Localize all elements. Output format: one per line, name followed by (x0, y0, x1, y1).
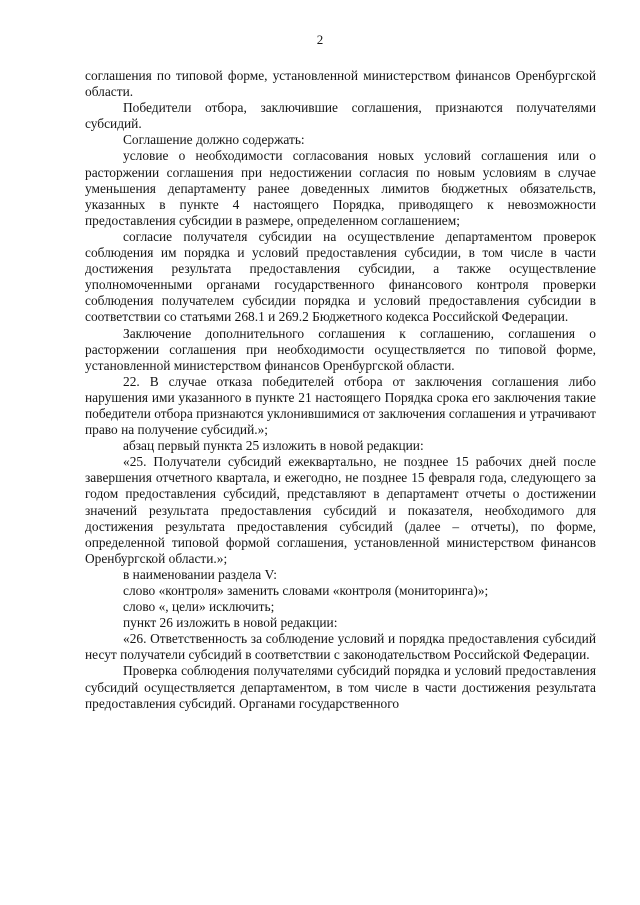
paragraph: Соглашение должно содержать: (123, 132, 305, 148)
paragraph: соглашения по типовой форме, установленной министерством финансов Оренбургской области. (85, 68, 596, 100)
paragraph: Заключение дополнительного соглашения к соглашению, соглашения о расторжении соглашения при необходимости осуществляется по типовой форме, установленной министерством финансов Оренбургской области. (85, 325, 596, 373)
paragraph: условие о необходимости согласования новых условий соглашения или о расторжении соглашения при недостижении согласия по новым условиям в случае уменьшения департаменту ранее доведенных лимитов бюджетных обязательств, указанных в пункте 4 настоящего Порядка, приводящего к невозможности предоставления субсидии в размере, определенном соглашением; (85, 148, 596, 228)
paragraph: Победители отбора, заключившие соглашения, признаются получателями субсидий. (85, 100, 596, 132)
paragraph: пункт 26 изложить в новой редакции: (123, 615, 338, 631)
paragraph: «25. Получатели субсидий ежеквартально, не позднее 15 рабочих дней после завершения отчетного квартала, и ежегодно, не позднее 15 февраля года, следующего за годом предоставления субсидий, представляют в департамент отчеты о достижении значений результата предоставления субсидий и показателя, необходимого для достижения результата предоставления субсидий (далее – отчеты), по форме, определенной типовой формой соглашения, установленной министерством финансов Оренбургской области.»; (85, 454, 596, 566)
paragraph: 22. В случае отказа победителей отбора от заключения соглашения либо нарушения ими указанного в пункте 21 настоящего Порядка срока его заключения такие победители отбора признаются уклонившимися от заключения соглашения и утрачивают право на получение субсидий.»; (85, 373, 596, 438)
page-number: 2 (316, 32, 324, 47)
paragraph: согласие получателя субсидии на осуществление департаментом проверок соблюдения им порядка и условий предоставления субсидии, в том числе в части достижения результата предоставления субсидии, а также осуществление уполномоченными органами государственного финансового контроля проверки соблюдения получателем субсидии порядка и условий предоставления субсидии в соответствии со статьями 268.1 и 269.2 Бюджетного кодекса Российской Федерации. (85, 228, 596, 325)
paragraph: слово «контроля» заменить словами «контроля (мониторинга)»; (123, 583, 489, 598)
paragraph: «26. Ответственность за соблюдение условий и порядка предоставления субсидий несут получатели субсидий в соответствии с законодательством Российской Федерации. (85, 631, 596, 663)
paragraph: абзац первый пункта 25 изложить в новой редакции: (123, 438, 424, 454)
paragraph: Проверка соблюдения получателями субсидий порядка и условий предоставления субсидий осуществляется департаментом, в том числе в части достижения результата предоставления субсидий. Органами государственного (85, 663, 596, 711)
paragraph: в наименовании раздела V: (123, 566, 277, 582)
document-body (85, 68, 596, 712)
paragraph: слово «, цели» исключить; (123, 599, 275, 615)
